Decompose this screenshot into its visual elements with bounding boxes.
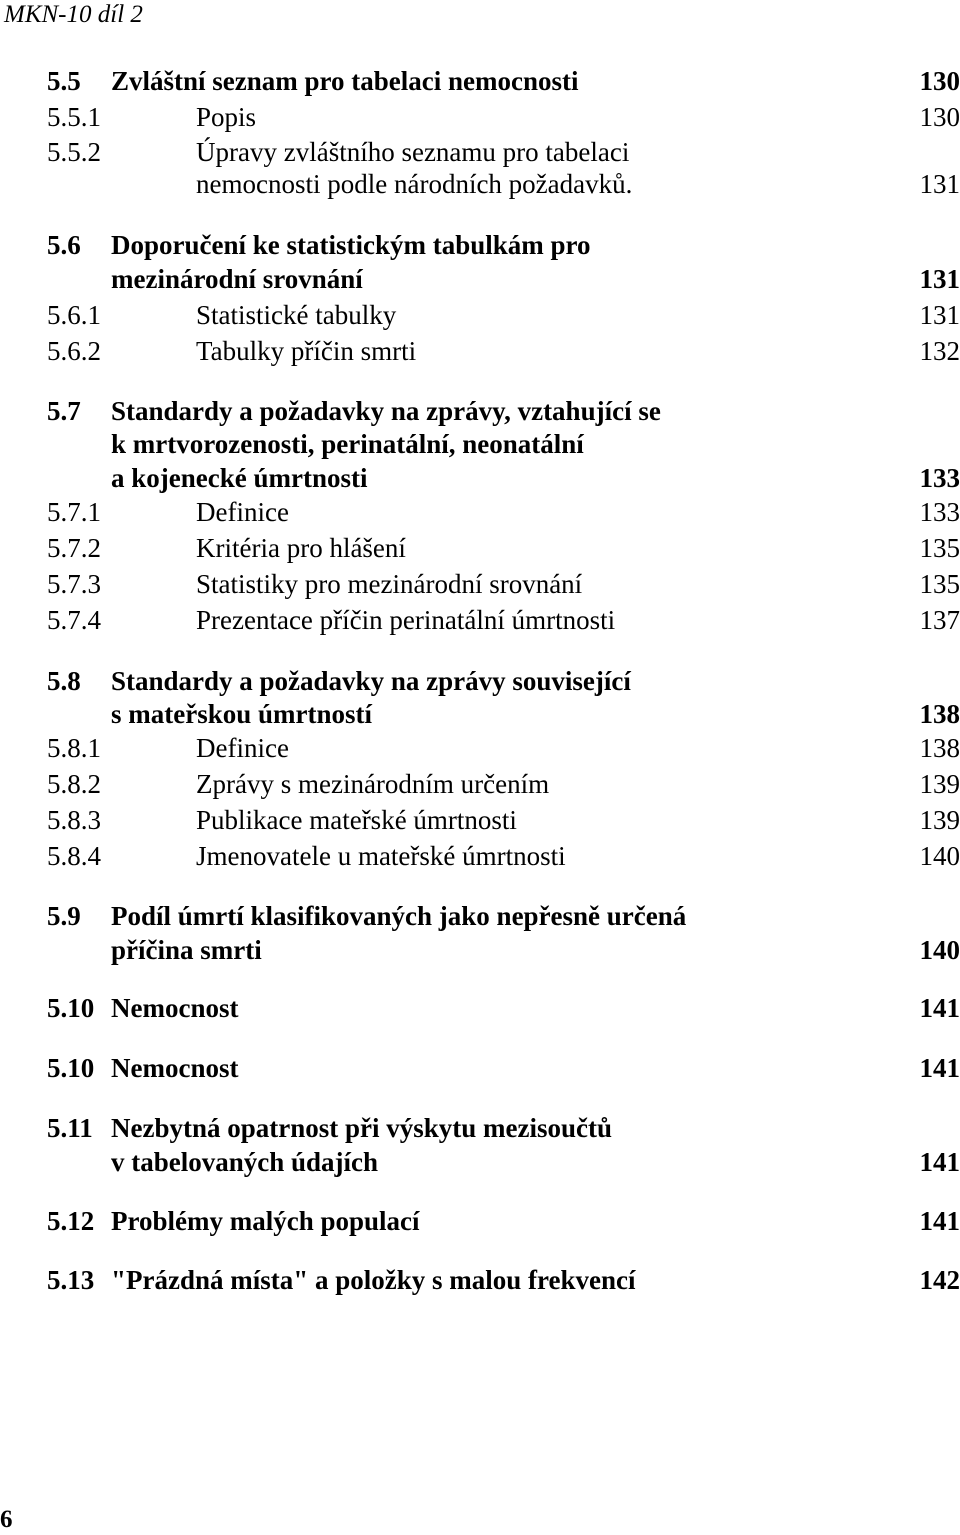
- toc-entry-number: 5.8.1: [47, 730, 101, 766]
- page-number: 6: [0, 1505, 13, 1535]
- toc-entry-number: 5.8: [47, 663, 81, 699]
- toc-entry-number: 5.9: [47, 898, 81, 934]
- toc-entry-page: 133: [920, 460, 960, 496]
- toc-line: [0, 932, 960, 968]
- toc-entry-title: Definice: [196, 494, 289, 530]
- toc-line: [0, 261, 960, 297]
- toc-entry-page: 139: [920, 802, 960, 838]
- toc-entry-title: Problémy malých populací: [111, 1203, 420, 1239]
- toc-entry-number: 5.11: [47, 1110, 93, 1146]
- toc-line: [0, 333, 960, 369]
- toc-line: [0, 99, 960, 135]
- toc-entry-title: Statistické tabulky: [196, 297, 396, 333]
- toc-entry-number: 5.7.2: [47, 530, 101, 566]
- toc-line: [0, 530, 960, 566]
- toc-entry-title: Publikace mateřské úmrtnosti: [196, 802, 517, 838]
- toc-line: [0, 802, 960, 838]
- toc-entry-title: nemocnosti podle národních požadavků.: [196, 166, 632, 202]
- toc-entry-number: 5.12: [47, 1203, 94, 1239]
- toc-entry-number: 5.8.4: [47, 838, 101, 874]
- toc-entry-page: 139: [920, 766, 960, 802]
- toc-entry-number: 5.8.3: [47, 802, 101, 838]
- toc-line: [0, 602, 960, 638]
- toc-line: [0, 566, 960, 602]
- toc-entry-title: Doporučení ke statistickým tabulkám pro: [111, 227, 591, 263]
- toc-line: [0, 1050, 960, 1086]
- toc-entry-number: 5.6.1: [47, 297, 101, 333]
- toc-entry-number: 5.5.2: [47, 134, 101, 170]
- toc-entry-page: 137: [920, 602, 960, 638]
- toc-line: [0, 696, 960, 732]
- toc-entry-page: 135: [920, 566, 960, 602]
- toc-entry-number: 5.7: [47, 393, 81, 429]
- toc-entry-title: s mateřskou úmrtností: [111, 696, 372, 732]
- toc-entry-number: 5.7.1: [47, 494, 101, 530]
- toc-line: [0, 1262, 960, 1298]
- toc-entry-title: Zprávy s mezinárodním určením: [196, 766, 549, 802]
- toc-entry-page: 141: [920, 1144, 960, 1180]
- toc-entry-title: Statistiky pro mezinárodní srovnání: [196, 566, 582, 602]
- toc-entry-number: 5.7.4: [47, 602, 101, 638]
- toc-entry-title: mezinárodní srovnání: [111, 261, 363, 297]
- toc-line: [0, 63, 960, 99]
- toc-entry-page: 142: [920, 1262, 960, 1298]
- toc-line: [0, 663, 960, 699]
- toc-entry-page: 135: [920, 530, 960, 566]
- toc-entry-page: 132: [920, 333, 960, 369]
- toc-line: [0, 766, 960, 802]
- toc-entry-page: 130: [920, 63, 960, 99]
- toc-line: [0, 1203, 960, 1239]
- toc-entry-page: 140: [920, 838, 960, 874]
- toc-entry-title: k mrtvorozenosti, perinatální, neonatální: [111, 426, 584, 462]
- toc-line: [0, 297, 960, 333]
- toc-line: [0, 898, 960, 934]
- toc-entry-number: 5.10: [47, 1050, 94, 1086]
- toc-entry-number: 5.5.1: [47, 99, 101, 135]
- toc-entry-page: 131: [920, 261, 960, 297]
- toc-entry-title: Nezbytná opatrnost při výskytu mezisoučtů: [111, 1110, 612, 1146]
- toc-entry-title: Definice: [196, 730, 289, 766]
- toc-line: [0, 227, 960, 263]
- toc-line: [0, 166, 960, 202]
- toc-entry-title: Standardy a požadavky na zprávy související: [111, 663, 631, 699]
- toc-entry-page: 130: [920, 99, 960, 135]
- toc-entry-page: 138: [920, 730, 960, 766]
- toc-line: [0, 990, 960, 1026]
- toc-entry-title: Zvláštní seznam pro tabelaci nemocnosti: [111, 63, 579, 99]
- toc-entry-title: Prezentace příčin perinatální úmrtnosti: [196, 602, 615, 638]
- toc-entry-page: 131: [920, 166, 960, 202]
- toc-entry-number: 5.6: [47, 227, 81, 263]
- toc-entry-number: 5.13: [47, 1262, 94, 1298]
- toc-entry-number: 5.7.3: [47, 566, 101, 602]
- toc-line: [0, 1144, 960, 1180]
- toc-line: [0, 838, 960, 874]
- toc-line: [0, 134, 960, 170]
- toc-entry-page: 133: [920, 494, 960, 530]
- toc-entry-number: 5.10: [47, 990, 94, 1026]
- toc-entry-title: Tabulky příčin smrti: [196, 333, 416, 369]
- toc-entry-number: 5.8.2: [47, 766, 101, 802]
- toc-entry-page: 141: [920, 1050, 960, 1086]
- toc-entry-title: Úpravy zvláštního seznamu pro tabelaci: [196, 134, 629, 170]
- toc-entry-title: Podíl úmrtí klasifikovaných jako nepřesně určená: [111, 898, 686, 934]
- toc-entry-title: příčina smrti: [111, 932, 262, 968]
- toc-line: [0, 426, 960, 462]
- toc-entry-title: Nemocnost: [111, 990, 238, 1026]
- toc-entry-title: Popis: [196, 99, 256, 135]
- toc-entry-title: Jmenovatele u mateřské úmrtnosti: [196, 838, 566, 874]
- toc-entry-page: 141: [920, 1203, 960, 1239]
- toc-entry-page: 131: [920, 297, 960, 333]
- toc-entry-title: Standardy a požadavky na zprávy, vztahující se: [111, 393, 661, 429]
- toc-entry-title: Kritéria pro hlášení: [196, 530, 406, 566]
- toc-entry-page: 138: [920, 696, 960, 732]
- toc-line: [0, 1110, 960, 1146]
- toc-entry-title: Nemocnost: [111, 1050, 238, 1086]
- toc-entry-title: "Prázdná místa" a položky s malou frekvencí: [111, 1262, 635, 1298]
- toc-line: [0, 494, 960, 530]
- toc-entry-page: 141: [920, 990, 960, 1026]
- toc-line: [0, 393, 960, 429]
- toc-entry-title: a kojenecké úmrtnosti: [111, 460, 367, 496]
- toc-entry-number: 5.5: [47, 63, 81, 99]
- running-header: MKN-10 díl 2: [4, 0, 143, 30]
- toc-entry-number: 5.6.2: [47, 333, 101, 369]
- toc-line: [0, 730, 960, 766]
- toc-entry-page: 140: [920, 932, 960, 968]
- toc-line: [0, 460, 960, 496]
- toc-entry-title: v tabelovaných údajích: [111, 1144, 378, 1180]
